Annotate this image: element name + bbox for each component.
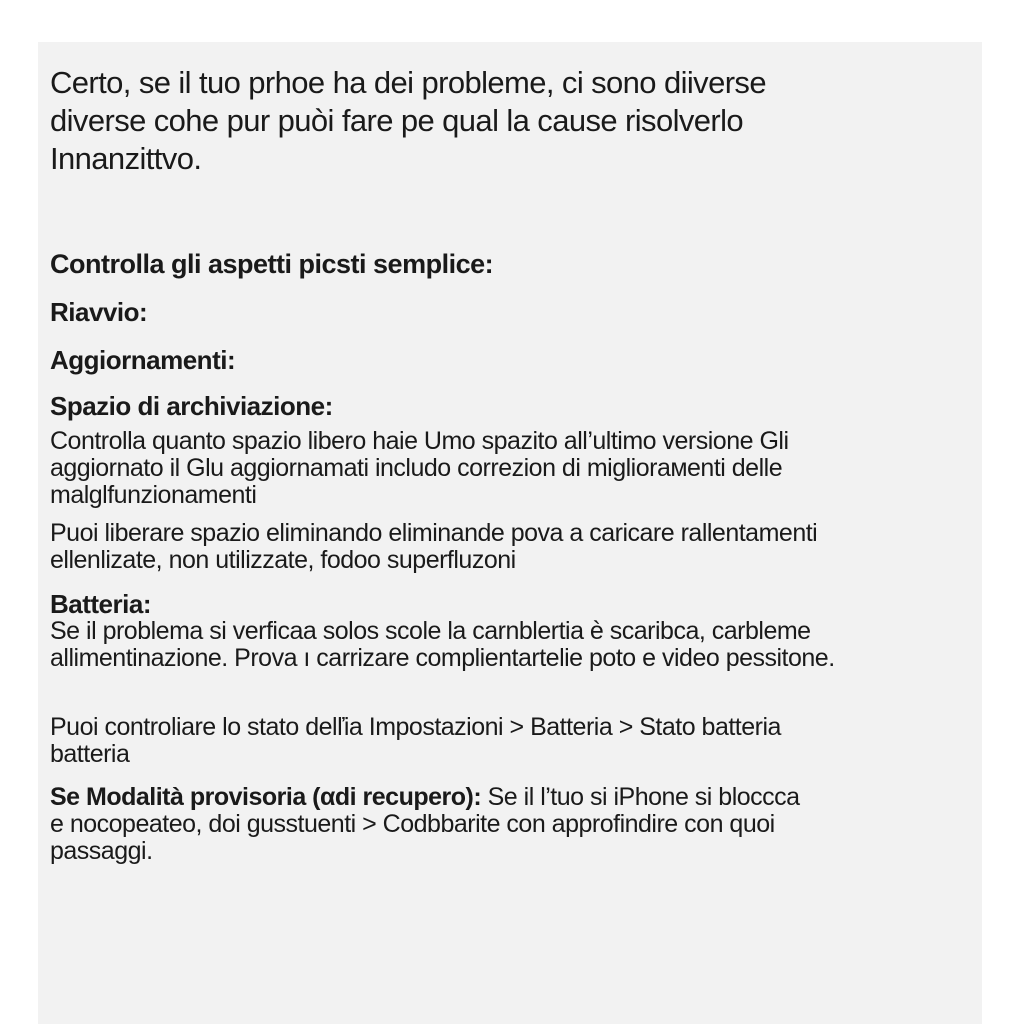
paragraph-modalita (50, 784, 970, 865)
paragraph-line: ellenlizate, non utilizzate, fodoo superfluzoni (50, 546, 516, 574)
intro-paragraph (50, 64, 970, 178)
main-heading: Controlla gli aspetti picsti semplice: (50, 249, 494, 279)
paragraph-spazio-2 (50, 520, 970, 574)
paragraph-spazio-1 (50, 428, 970, 509)
heading-riavvio: Riavvio: (50, 297, 148, 327)
paragraph-line: e nocopeateo, doi gusstuenti > Codbbarite con approfindire con quoi (50, 810, 775, 838)
paragraph-line: Puoi liberare spazio eliminando eliminande pova a caricare rallentamenti (50, 519, 818, 547)
document-page (38, 42, 982, 1024)
heading-spazio: Spazio di archiviazione: (50, 391, 333, 421)
paragraph-line: Se il problema si verficaa solos scole la carnblertia è scaribca, carbleme (50, 617, 811, 645)
intro-line: diverse cohe pur puòi fare pe qual la cause risolverlo (50, 103, 744, 138)
paragraph-line: Puoi controliare lo stato delľia Impostazioni > Batteria > Stato batteria (50, 713, 781, 741)
paragraph-line: Controlla quanto spazio libero haie Umo spazito all’ultimo versione Gli (50, 427, 789, 455)
paragraph-batteria-1 (50, 618, 970, 672)
paragraph-batteria-2 (50, 714, 970, 768)
intro-line: Innanzittvo. (50, 141, 202, 176)
heading-batteria: Batteria: (50, 589, 151, 619)
paragraph-line: allimentinazione. Prova ı carrizare complientartelie poto e video pessitone. (50, 644, 835, 672)
paragraph-line: aggiornato il Glu aggiornamati includo correzion di migliorамenti delle (50, 454, 783, 482)
paragraph-line: passaggi. (50, 837, 153, 865)
heading-aggiornamenti: Aggiornamenti: (50, 345, 236, 375)
paragraph-line: batteria (50, 740, 130, 768)
intro-line: Certo, se il tuo prhoe ha dei probleme, ci sono diiverse (50, 65, 766, 100)
paragraph-line (50, 784, 970, 811)
modalita-label: Se Modalità provisoria (αdi recupero): (50, 783, 482, 811)
paragraph-line: malglfunzionamenti (50, 481, 257, 509)
modalita-text: Se il l’tuo si iPhone si bloccca (481, 783, 800, 811)
